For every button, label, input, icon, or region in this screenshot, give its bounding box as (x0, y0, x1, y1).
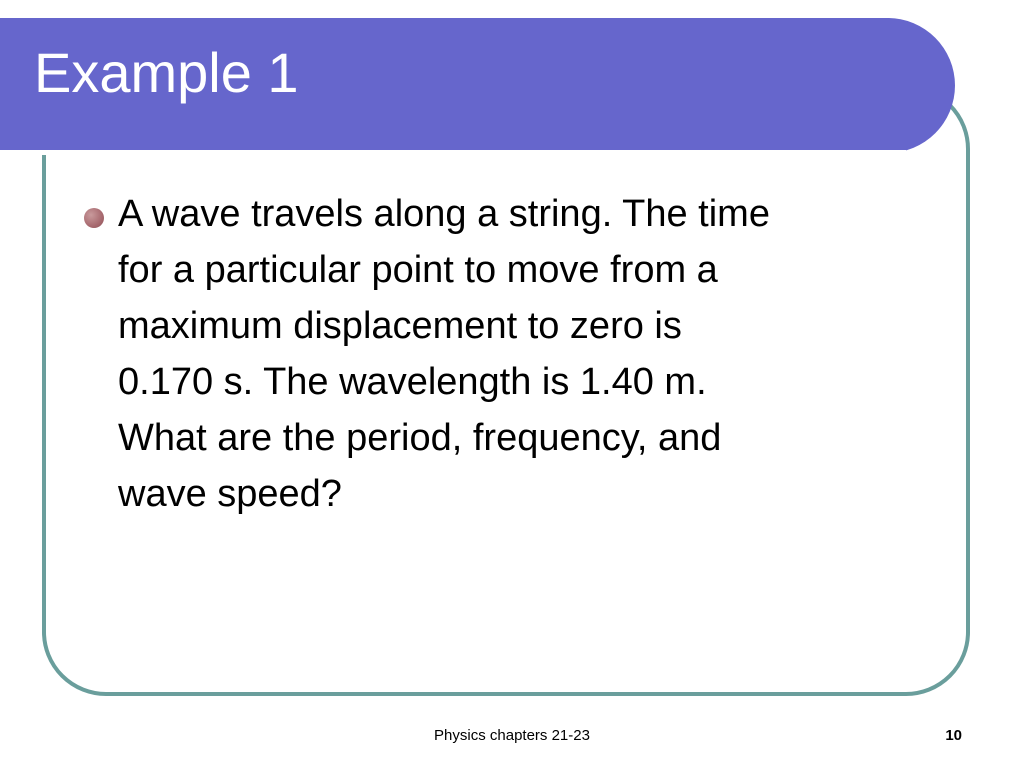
bullet-text-line: A wave travels along a string. The time (118, 193, 770, 235)
title-underline (0, 150, 906, 155)
slide-title: Example 1 (34, 41, 299, 104)
bullet-dot-icon (84, 208, 104, 228)
bullet-list (80, 186, 900, 522)
bullet-item (80, 186, 900, 522)
bullet-text-line: maximum displacement to zero is (118, 305, 682, 347)
bullet-text-line: What are the period, frequency, and (118, 417, 722, 459)
footer-text: Physics chapters 21-23 (434, 727, 590, 744)
page-number: 10 (945, 727, 962, 744)
bullet-text-line: wave speed? (118, 473, 342, 515)
bullet-text-line: for a particular point to move from a (118, 249, 718, 291)
bullet-text-line: 0.170 s. The wavelength is 1.40 m. (118, 361, 707, 403)
